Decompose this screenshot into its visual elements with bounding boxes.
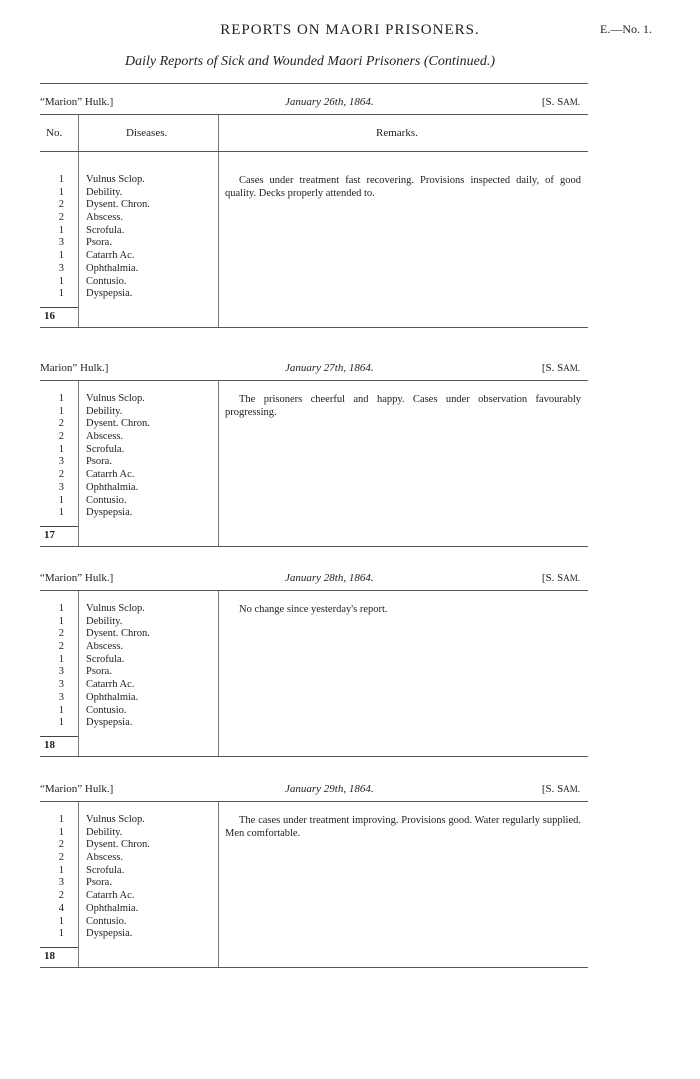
disease-name: Catarrh Ac. — [86, 679, 135, 691]
daily-report-section — [40, 566, 588, 757]
case-count: 2 — [58, 199, 64, 211]
disease-name: Scrofula. — [86, 224, 125, 236]
disease-name: Catarrh Ac. — [86, 469, 135, 481]
case-count: 1 — [58, 717, 64, 729]
signature — [542, 783, 580, 795]
signature — [542, 572, 580, 584]
disease-name: Dyspepsia. — [86, 507, 133, 519]
column-divider — [218, 115, 219, 151]
vessel-name: “Marion” Hulk.] — [40, 572, 114, 584]
remarks-text: Cases under treatment fast recovering. Provisions inspected daily, of good quality. Decks properly attended to. — [225, 175, 581, 199]
disease-name: Scrofula. — [86, 864, 125, 876]
case-count: 2 — [58, 641, 64, 653]
disease-row — [40, 276, 218, 289]
report-body — [40, 381, 588, 547]
disease-row — [40, 827, 218, 840]
report-body — [40, 152, 588, 328]
case-count: 4 — [58, 902, 64, 914]
disease-row — [40, 852, 218, 865]
disease-list — [40, 393, 218, 520]
disease-row — [40, 890, 218, 903]
column-headers — [40, 114, 588, 152]
disease-name: Vulnus Sclop. — [86, 174, 145, 185]
case-count: 2 — [58, 431, 64, 443]
case-count: 1 — [58, 704, 64, 716]
case-count: 1 — [58, 507, 64, 519]
total-rule — [40, 307, 78, 308]
column-header-no: No. — [46, 127, 63, 139]
case-count: 3 — [58, 481, 64, 493]
case-count: 1 — [58, 653, 64, 665]
section-bottom-rule — [40, 756, 588, 757]
report-date: January 26th, 1864. — [285, 96, 374, 108]
disease-row — [40, 865, 218, 878]
vessel-name: “Marion” Hulk.] — [40, 96, 114, 108]
case-count: 1 — [58, 224, 64, 236]
case-count: 3 — [58, 691, 64, 703]
case-count: 1 — [58, 494, 64, 506]
disease-row — [40, 187, 218, 200]
disease-row — [40, 603, 218, 616]
column-divider — [218, 381, 219, 547]
disease-name: Psora. — [86, 456, 112, 468]
vessel-name: Marion” Hulk.] — [40, 362, 109, 374]
total-count: 18 — [44, 739, 55, 751]
case-count: 1 — [58, 174, 64, 185]
signature-suffix: AM. — [563, 363, 580, 373]
case-count: 1 — [58, 615, 64, 627]
total-count: 17 — [44, 529, 55, 541]
case-count: 1 — [58, 603, 64, 614]
case-count: 1 — [58, 826, 64, 838]
disease-row — [40, 406, 218, 419]
case-count: 2 — [58, 212, 64, 224]
report-date: January 28th, 1864. — [285, 572, 374, 584]
disease-list — [40, 603, 218, 730]
report-header — [40, 356, 588, 380]
disease-row — [40, 393, 218, 406]
case-count: 2 — [58, 469, 64, 481]
case-count: 2 — [58, 839, 64, 851]
case-count: 1 — [58, 915, 64, 927]
case-count: 1 — [58, 393, 64, 404]
disease-row — [40, 616, 218, 629]
disease-list — [40, 174, 218, 301]
disease-row — [40, 903, 218, 916]
disease-row — [40, 717, 218, 730]
disease-name: Vulnus Sclop. — [86, 603, 145, 614]
case-count: 3 — [58, 262, 64, 274]
signature-prefix: [S. S — [541, 783, 564, 795]
case-count: 1 — [58, 928, 64, 940]
disease-name: Vulnus Sclop. — [86, 393, 145, 404]
disease-name: Debility. — [86, 186, 123, 198]
case-count: 1 — [58, 814, 64, 825]
total-rule — [40, 526, 78, 527]
disease-name: Ophthalmia. — [86, 262, 139, 274]
case-count: 2 — [58, 418, 64, 430]
case-count: 2 — [58, 628, 64, 640]
report-body — [40, 591, 588, 757]
disease-row — [40, 916, 218, 929]
disease-name: Scrofula. — [86, 443, 125, 455]
disease-row — [40, 237, 218, 250]
case-count: 1 — [58, 405, 64, 417]
report-header — [40, 90, 588, 114]
disease-row — [40, 431, 218, 444]
disease-name: Contusio. — [86, 704, 127, 716]
total-count: 18 — [44, 950, 55, 962]
column-divider — [78, 115, 79, 151]
top-rule — [40, 83, 588, 84]
disease-row — [40, 482, 218, 495]
disease-name: Dysent. Chron. — [86, 628, 150, 640]
disease-row — [40, 705, 218, 718]
disease-list — [40, 814, 218, 941]
disease-name: Contusio. — [86, 915, 127, 927]
disease-name: Ophthalmia. — [86, 902, 139, 914]
remarks-text: The prisoners cheerful and happy. Cases under observation favourably progressing. — [225, 394, 581, 418]
disease-row — [40, 628, 218, 641]
disease-name: Contusio. — [86, 275, 127, 287]
disease-name: Dysent. Chron. — [86, 839, 150, 851]
disease-row — [40, 495, 218, 508]
disease-name: Abscess. — [86, 852, 124, 864]
case-count: 1 — [58, 288, 64, 300]
disease-row — [40, 174, 218, 187]
column-divider — [218, 802, 219, 968]
case-count: 2 — [58, 852, 64, 864]
disease-name: Catarrh Ac. — [86, 250, 135, 262]
vessel-name: “Marion” Hulk.] — [40, 783, 114, 795]
case-count: 2 — [58, 890, 64, 902]
signature-suffix: AM. — [563, 784, 580, 794]
disease-row — [40, 469, 218, 482]
total-rule — [40, 736, 78, 737]
section-bottom-rule — [40, 327, 588, 328]
signature-prefix: [S. S — [541, 362, 564, 374]
disease-name: Psora. — [86, 666, 112, 678]
disease-name: Dyspepsia. — [86, 288, 133, 300]
daily-report-section — [40, 90, 588, 328]
column-header-remarks: Remarks. — [376, 127, 418, 139]
case-count: 3 — [58, 679, 64, 691]
disease-row — [40, 288, 218, 301]
disease-name: Debility. — [86, 615, 123, 627]
disease-name: Psora. — [86, 877, 112, 889]
case-count: 1 — [58, 186, 64, 198]
disease-row — [40, 877, 218, 890]
disease-name: Scrofula. — [86, 653, 125, 665]
disease-row — [40, 212, 218, 225]
section-bottom-rule — [40, 546, 588, 547]
disease-name: Abscess. — [86, 641, 124, 653]
disease-name: Dysent. Chron. — [86, 418, 150, 430]
signature — [542, 362, 580, 374]
disease-name: Abscess. — [86, 212, 124, 224]
disease-row — [40, 679, 218, 692]
case-count: 3 — [58, 666, 64, 678]
page-subtitle: Daily Reports of Sick and Wounded Maori Prisoners (Continued.) — [124, 54, 496, 69]
case-count: 1 — [58, 864, 64, 876]
disease-row — [40, 928, 218, 941]
page-title: REPORTS ON MAORI PRISONERS. — [220, 22, 480, 38]
total-count: 16 — [44, 310, 55, 322]
disease-row — [40, 456, 218, 469]
report-header — [40, 566, 588, 590]
report-date: January 29th, 1864. — [285, 783, 374, 795]
signature-prefix: [S. S — [541, 96, 564, 108]
daily-report-section — [40, 356, 588, 547]
remarks-text: No change since yesterday's report. — [239, 604, 388, 615]
remarks-text: The cases under treatment improving. Provisions good. Water regularly supplied. Men comfortable. — [225, 815, 581, 839]
disease-row — [40, 839, 218, 852]
disease-row — [40, 814, 218, 827]
disease-name: Debility. — [86, 405, 123, 417]
report-header — [40, 777, 588, 801]
disease-name: Vulnus Sclop. — [86, 814, 145, 825]
section-bottom-rule — [40, 967, 588, 968]
case-count: 1 — [58, 443, 64, 455]
disease-row — [40, 418, 218, 431]
case-count: 3 — [58, 237, 64, 249]
signature-suffix: AM. — [563, 97, 580, 107]
disease-name: Psora. — [86, 237, 112, 249]
disease-name: Dysent. Chron. — [86, 199, 150, 211]
disease-row — [40, 444, 218, 457]
disease-row — [40, 692, 218, 705]
disease-name: Dyspepsia. — [86, 717, 133, 729]
case-count: 3 — [58, 456, 64, 468]
disease-row — [40, 250, 218, 263]
disease-name: Catarrh Ac. — [86, 890, 135, 902]
case-count: 1 — [58, 250, 64, 262]
disease-row — [40, 654, 218, 667]
disease-name: Ophthalmia. — [86, 481, 139, 493]
report-date: January 27th, 1864. — [285, 362, 374, 374]
column-divider — [218, 591, 219, 757]
column-divider — [218, 152, 219, 328]
signature-suffix: AM. — [563, 573, 580, 583]
disease-row — [40, 666, 218, 679]
daily-report-section — [40, 777, 588, 968]
disease-name: Abscess. — [86, 431, 124, 443]
disease-name: Dyspepsia. — [86, 928, 133, 940]
signature-prefix: [S. S — [541, 572, 564, 584]
disease-name: Debility. — [86, 826, 123, 838]
disease-row — [40, 263, 218, 276]
disease-name: Ophthalmia. — [86, 691, 139, 703]
report-body — [40, 802, 588, 968]
column-header-diseases: Diseases. — [126, 127, 168, 139]
case-count: 3 — [58, 877, 64, 889]
disease-row — [40, 199, 218, 212]
case-count: 1 — [58, 275, 64, 287]
disease-name: Contusio. — [86, 494, 127, 506]
disease-row — [40, 225, 218, 238]
disease-row — [40, 641, 218, 654]
disease-row — [40, 507, 218, 520]
signature — [542, 96, 580, 108]
page-reference: E.—No. 1. — [600, 22, 652, 36]
total-rule — [40, 947, 78, 948]
